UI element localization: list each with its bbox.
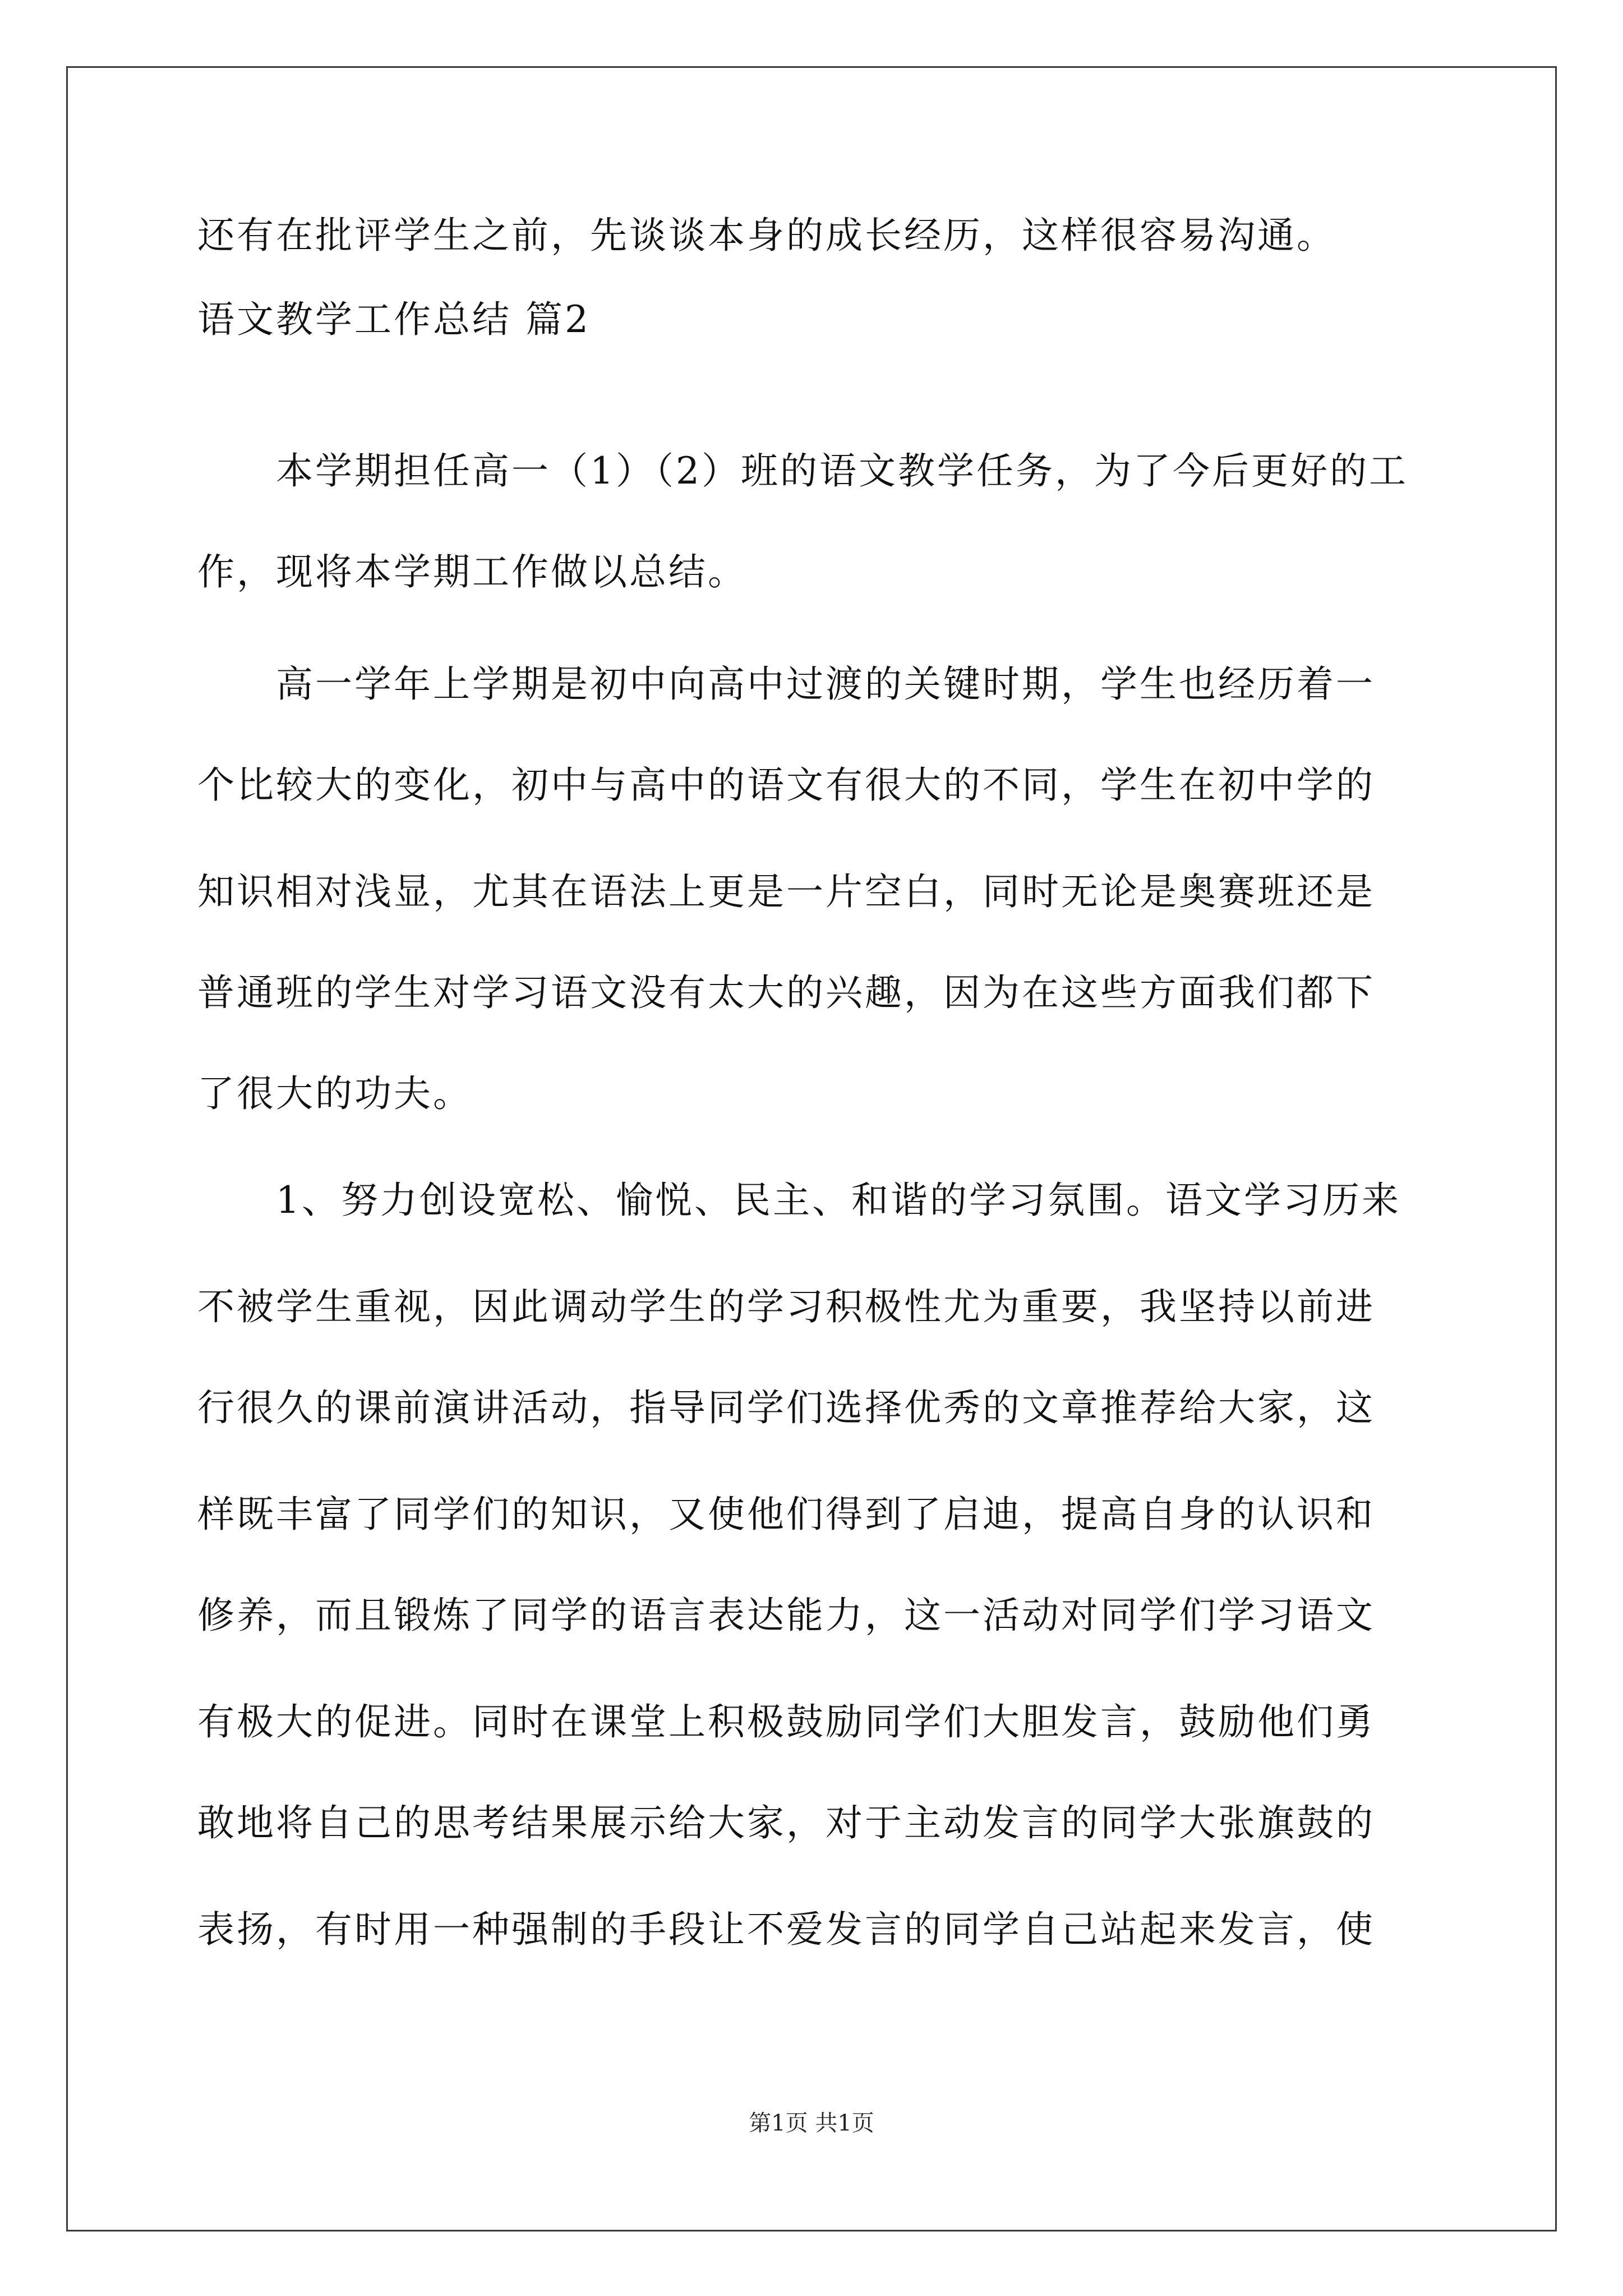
body-line: 1、努力创设宽松、愉悦、民主、和谐的学习氛围。语文学习历来 [276,1179,1401,1222]
section-heading: 语文教学工作总结 篇2 [197,298,591,341]
body-line: 不被学生重视，因此调动学生的学习积极性尤为重要，我坚持以前进 [197,1285,1375,1328]
body-line: 表扬，有时用一种强制的手段让不爱发言的同学自己站起来发言，使 [197,1908,1375,1951]
body-line: 行很久的课前演讲活动，指导同学们选择优秀的文章推荐给大家，这 [197,1386,1375,1429]
body-line: 作，现将本学期工作做以总结。 [197,550,747,593]
body-line: 高一学年上学期是初中向高中过渡的关键时期，学生也经历着一 [276,662,1375,706]
body-line: 知识相对浅显，尤其在语法上更是一片空白，同时无论是奥赛班还是 [197,870,1375,913]
page-number-footer: 第1页 共1页 [749,2110,874,2136]
body-line: 本学期担任高一（1）（2）班的语文教学任务，为了今后更好的工 [276,449,1408,493]
body-line: 修养，而且锻炼了同学的语言表达能力，这一活动对同学们学习语文 [197,1594,1375,1637]
body-line: 敢地将自己的思考结果展示给大家，对于主动发言的同学大张旗鼓的 [197,1801,1375,1844]
body-line: 个比较大的变化，初中与高中的语文有很大的不同，学生在初中学的 [197,763,1375,807]
body-line: 普通班的学生对学习语文没有太大的兴趣，因为在这些方面我们都下 [197,971,1375,1014]
body-line: 样既丰富了同学们的知识，又使他们得到了启迪，提高自身的认识和 [197,1493,1375,1536]
body-line: 还有在批评学生之前，先谈谈本身的成长经历，这样很容易沟通。 [197,214,1336,257]
body-line: 了很大的功夫。 [197,1072,472,1115]
body-line: 有极大的促进。同时在课堂上积极鼓励同学们大胆发言，鼓励他们勇 [197,1700,1375,1743]
